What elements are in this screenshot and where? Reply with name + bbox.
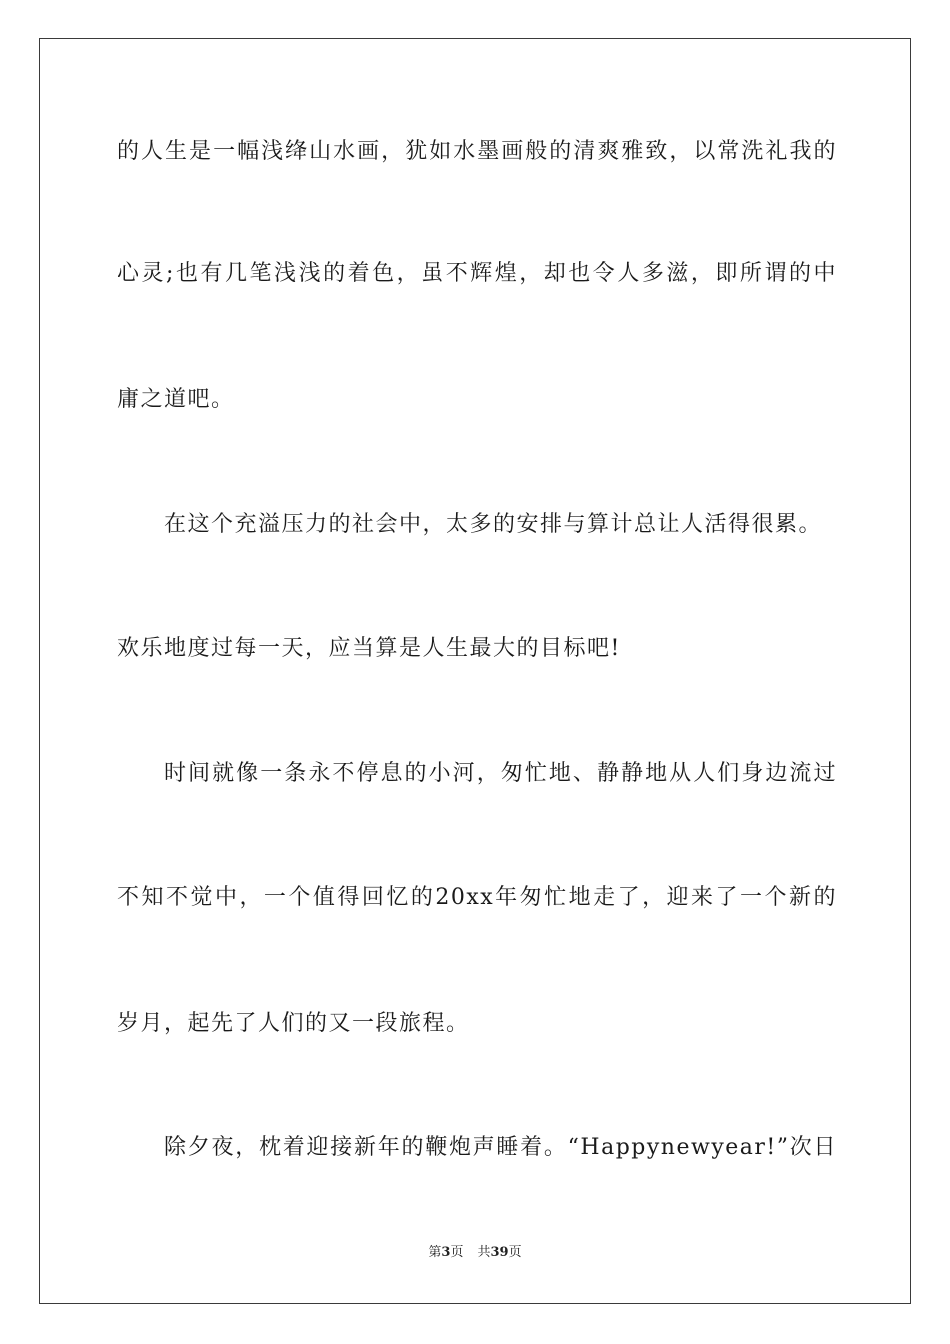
paragraph-line-8: 岁月，起先了人们的又一段旅程。 (117, 1011, 470, 1036)
paragraph-line-7: 不知不觉中，一个值得回忆的20xx年匆忙地走了，迎来了一个新的 (117, 885, 837, 910)
total-prefix: 共 (477, 1245, 491, 1260)
paragraph-line-9: 除夕夜，枕着迎接新年的鞭炮声睡着。“Happynewyear!”次日 (164, 1135, 837, 1160)
paragraph-line-2: 心灵;也有几笔浅浅的着色，虽不辉煌，却也令人多滋，即所谓的中 (117, 261, 837, 286)
page-suffix: 页 (450, 1245, 464, 1260)
paragraph-line-4: 在这个充溢压力的社会中，太多的安排与算计总让人活得很累。 (164, 512, 823, 537)
page-total: 39 (490, 1245, 509, 1260)
total-suffix: 页 (508, 1245, 522, 1260)
paragraph-line-5: 欢乐地度过每一天，应当算是人生最大的目标吧! (117, 636, 621, 661)
page-current: 3 (441, 1245, 451, 1260)
paragraph-line-1: 的人生是一幅浅绛山水画，犹如水墨画般的清爽雅致，以常洗礼我的 (117, 139, 837, 164)
paragraph-line-6: 时间就像一条永不停息的小河，匆忙地、静静地从人们身边流过 (164, 761, 837, 786)
page-prefix: 第 (428, 1245, 442, 1260)
paragraph-line-3: 庸之道吧。 (117, 387, 235, 412)
page-border (39, 38, 911, 1304)
page-footer (0, 1244, 950, 1262)
